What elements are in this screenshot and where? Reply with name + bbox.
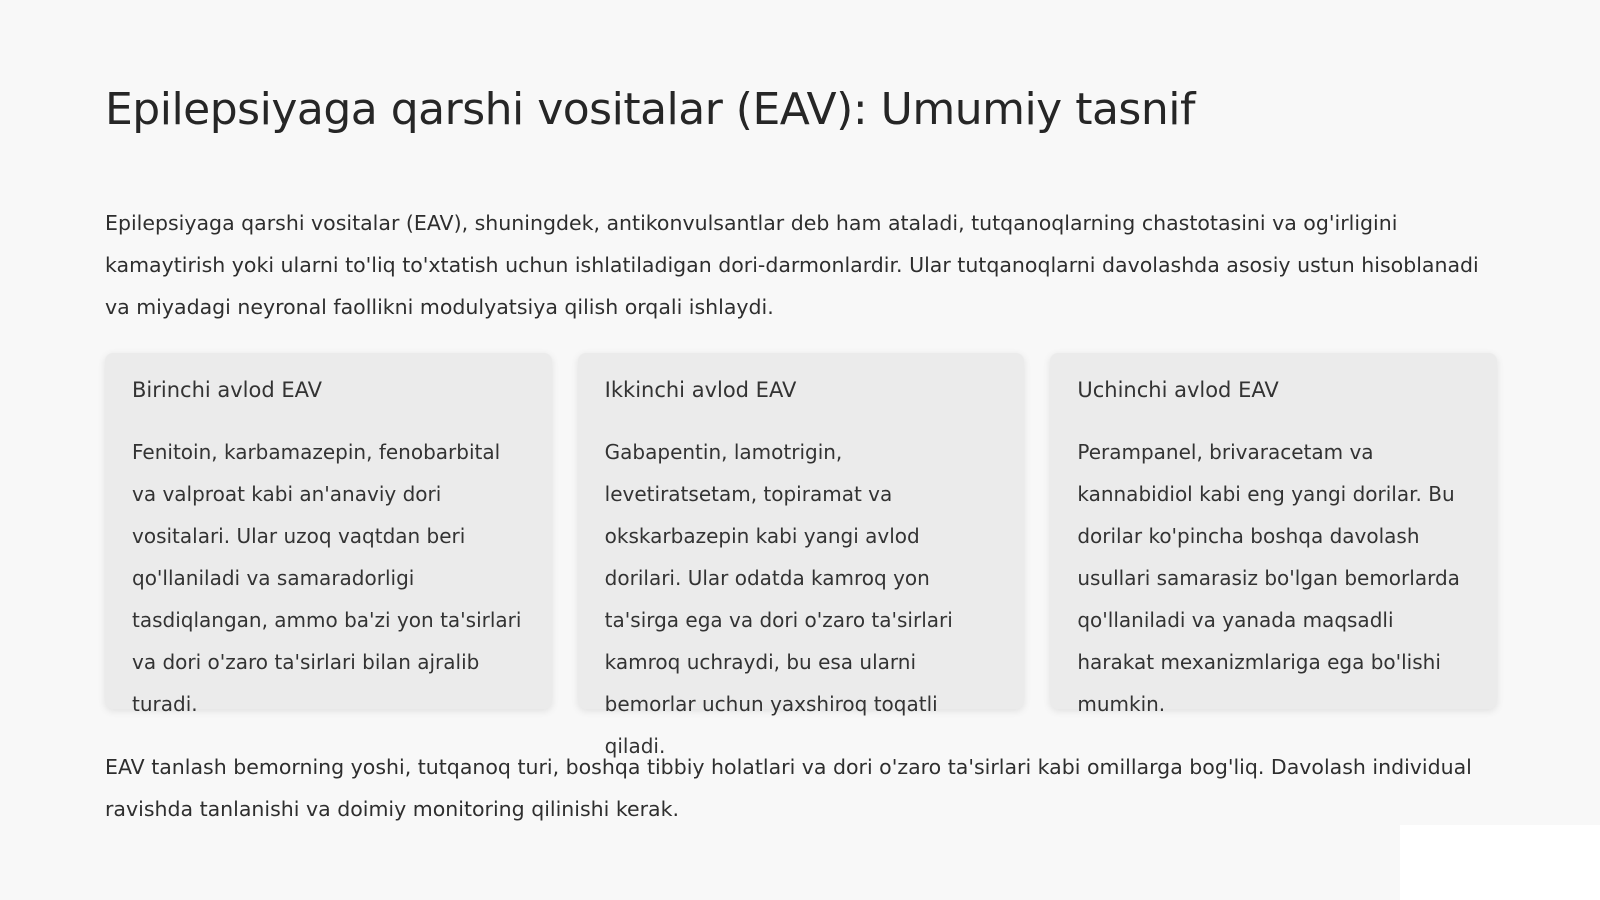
corner-patch	[1400, 825, 1600, 900]
card-title: Uchinchi avlod EAV	[1077, 378, 1279, 402]
card-second-generation	[578, 353, 1025, 758]
card-text: Fenitoin, karbamazepin, fenobarbital va valproat kabi an'anaviy dori vositalari. Ular uzoq vaqtdan beri qo'llaniladi va samaradorligi tasdiqlangan, ammo ba'zi yon ta'sirlari va dori o'zaro ta'sirlari bilan ajralib turadi.	[132, 440, 522, 716]
card-title: Ikkinchi avlod EAV	[604, 378, 797, 402]
card-text: Gabapentin, lamotrigin, levetiratsetam, topiramat va okskarbazepin kabi yangi avlod dorilari. Ular odatda kamroq yon ta'sirga ega va dori o'zaro ta'sirlari kamroq uchraydi, bu esa ularni bemorlar uchun yaxshiroq toqatli qiladi.	[604, 440, 953, 758]
outro-paragraph: EAV tanlash bemorning yoshi, tutqanoq turi, boshqa tibbiy holatlari va dori o'zaro ta'sirlari kabi omillarga bog'liq. Davolash individual ravishda tanlanishi va doimiy monitoring qilinishi kerak.	[105, 755, 1472, 821]
card-text: Perampanel, brivaracetam va kannabidiol kabi eng yangi dorilar. Bu dorilar ko'pincha boshqa davolash usullari samarasiz bo'lgan bemorlarda qo'llaniladi va yanada maqsadli harakat mexanizmlariga ega bo'lishi mumkin.	[1077, 440, 1460, 716]
generation-cards	[105, 353, 1497, 758]
page-title: Epilepsiyaga qarshi vositalar (EAV): Umumiy tasnif	[105, 84, 1195, 135]
slide	[105, 0, 1497, 900]
card-third-generation	[1050, 353, 1497, 716]
intro-paragraph: Epilepsiyaga qarshi vositalar (EAV), shuningdek, antikonvulsantlar deb ham ataladi, tutqanoqlarning chastotasini va og'irligini kamaytirish yoki ularni to'liq to'xtatish uchun ishlatiladigan dori-darmonlardir. Ular tutqanoqlarni davolashda asosiy ustun hisoblanadi va miyadagi neyronal faollikni modulyatsiya qilish orqali ishlaydi.	[105, 211, 1479, 319]
card-title: Birinchi avlod EAV	[132, 378, 323, 402]
card-first-generation	[105, 353, 552, 716]
